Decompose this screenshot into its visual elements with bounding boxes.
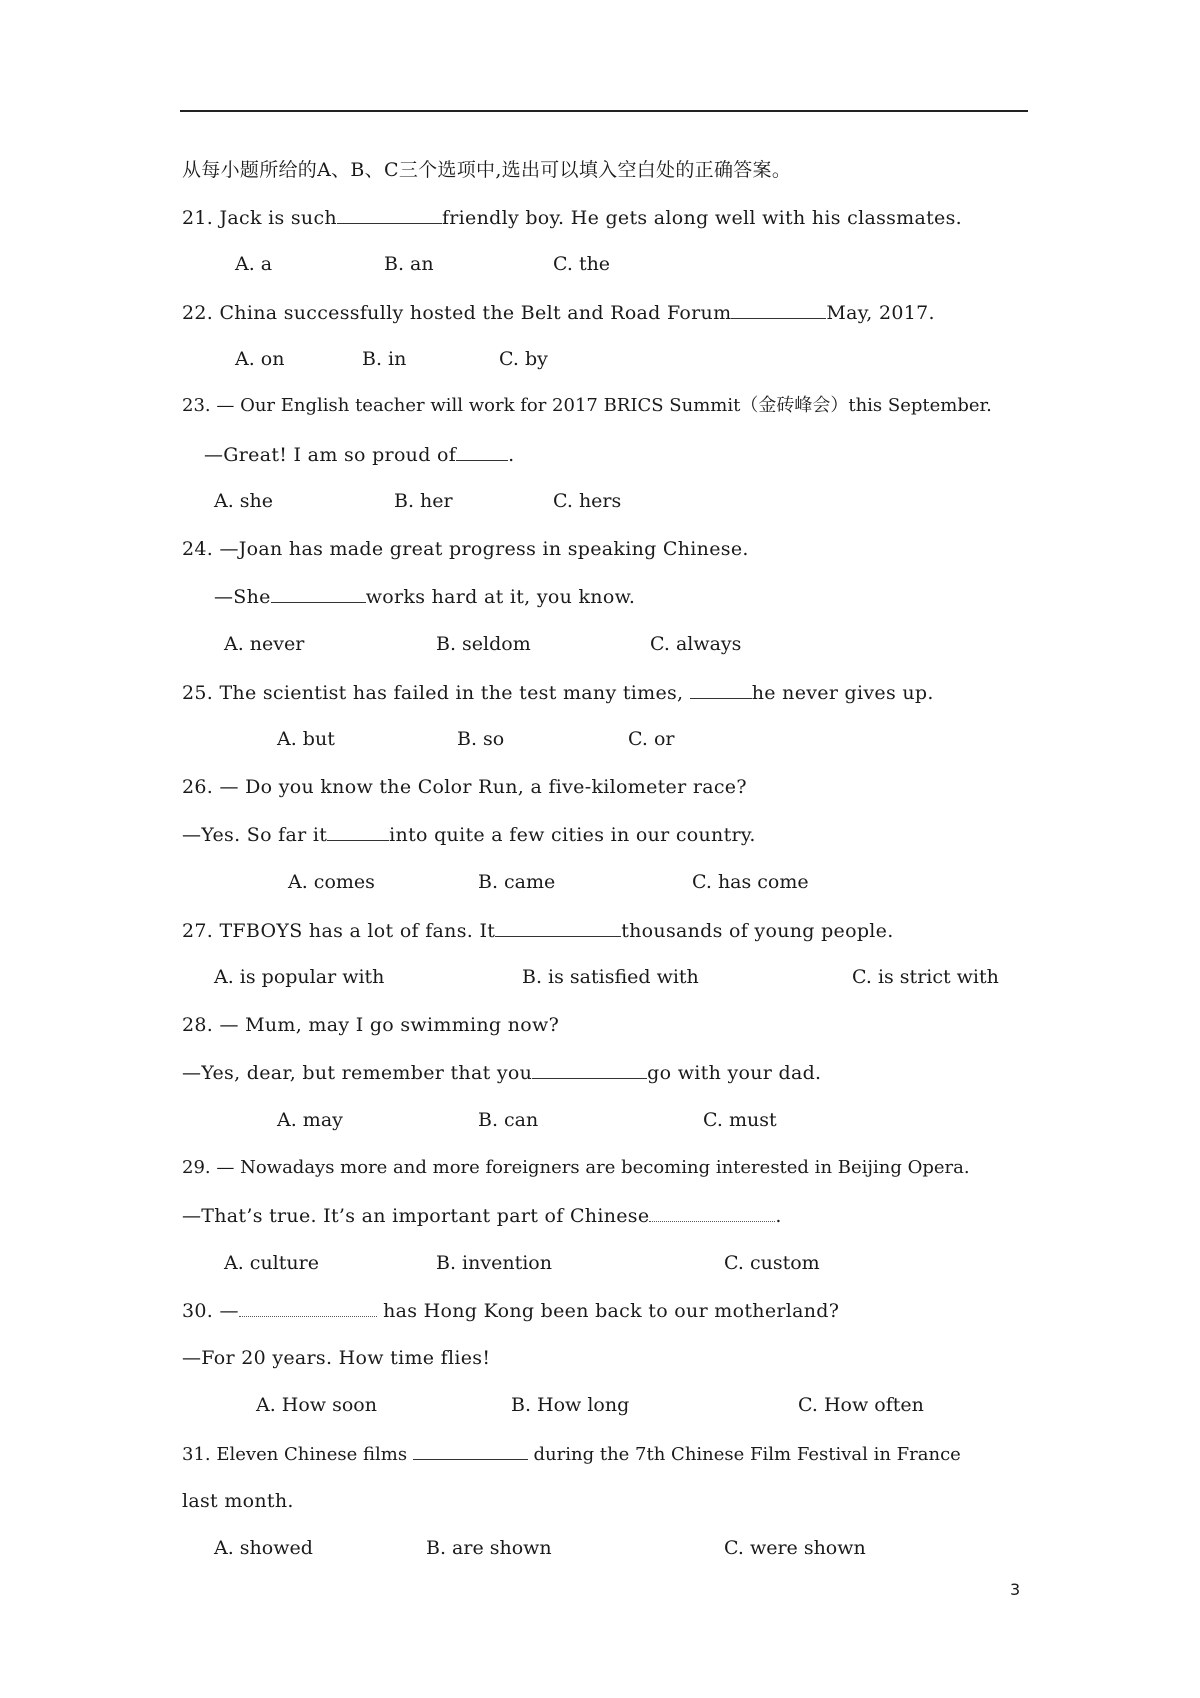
question-25: 25. The scientist has failed in the test many times, he never gives up.	[182, 682, 934, 704]
question-26: 26. — Do you know the Color Run, a five-kilometer race?	[182, 776, 747, 798]
answer-blank	[649, 1203, 775, 1222]
answer-blank	[456, 442, 508, 461]
question-21: 21. Jack is such friendly boy. He gets along well with his classmates.	[182, 207, 962, 229]
answer-blank	[532, 1060, 647, 1079]
question-22: 22. China successfully hosted the Belt and Road Forum May, 2017.	[182, 302, 935, 324]
question-31-continuation: last month.	[182, 1490, 294, 1512]
q28-option-c: C. must	[703, 1109, 777, 1131]
answer-blank	[239, 1298, 377, 1317]
q28-option-b: B. can	[478, 1109, 539, 1131]
q24-option-b: B. seldom	[436, 633, 531, 655]
q28-option-a: A. may	[277, 1109, 343, 1131]
page-number: 3	[1010, 1580, 1021, 1599]
q30-option-b: B. How long	[511, 1394, 630, 1416]
q27-option-b: B. is satisfied with	[522, 966, 699, 988]
q23-option-c: C. hers	[553, 490, 622, 512]
q26-option-a: A. comes	[288, 871, 375, 893]
q31-option-a: A. showed	[214, 1537, 313, 1559]
question-23-reply: —Great! I am so proud of .	[204, 444, 515, 466]
answer-blank	[690, 680, 752, 699]
q30-option-a: A. How soon	[256, 1394, 377, 1416]
question-28: 28. — Mum, may I go swimming now?	[182, 1014, 560, 1036]
q24-option-c: C. always	[650, 633, 742, 655]
question-26-reply: —Yes. So far it into quite a few cities in our country.	[182, 824, 756, 846]
q29-option-c: C. custom	[724, 1252, 820, 1274]
answer-blank	[731, 300, 826, 319]
q27-option-a: A. is popular with	[214, 966, 385, 988]
q22-option-a: A. on	[235, 348, 285, 370]
answer-blank	[337, 205, 442, 224]
q24-option-a: A. never	[224, 633, 305, 655]
q21-option-c: C. the	[553, 253, 611, 275]
q22-option-c: C. by	[499, 348, 548, 370]
question-30-reply: —For 20 years. How time flies!	[182, 1347, 491, 1369]
q22-option-b: B. in	[362, 348, 407, 370]
q31-option-b: B. are shown	[426, 1537, 552, 1559]
question-24-reply: —She works hard at it, you know.	[214, 586, 636, 608]
q25-option-b: B. so	[457, 728, 505, 750]
q23-option-a: A. she	[214, 490, 274, 512]
answer-blank	[413, 1441, 528, 1460]
q31-option-c: C. were shown	[724, 1537, 866, 1559]
question-31: 31. Eleven Chinese films during the 7th Chinese Film Festival in France	[182, 1441, 961, 1467]
q21-option-a: A. a	[235, 253, 273, 275]
question-24: 24. —Joan has made great progress in speaking Chinese.	[182, 538, 749, 560]
q29-option-a: A. culture	[224, 1252, 319, 1274]
q30-option-c: C. How often	[798, 1394, 924, 1416]
q25-option-c: C. or	[628, 728, 675, 750]
question-29-reply: —That’s true. It’s an important part of Chinese .	[182, 1205, 782, 1227]
answer-blank	[495, 918, 621, 937]
question-30: 30. — has Hong Kong been back to our motherland?	[182, 1300, 840, 1322]
q23-option-b: B. her	[394, 490, 453, 512]
q29-option-b: B. invention	[436, 1252, 552, 1274]
q21-option-b: B. an	[384, 253, 434, 275]
q25-option-a: A. but	[277, 728, 335, 750]
q27-option-c: C. is strict with	[852, 966, 999, 988]
header-rule	[180, 110, 1028, 112]
instruction: 从每小题所给的A、B、C三个选项中,选出可以填入空白处的正确答案。	[182, 159, 792, 181]
answer-blank	[271, 584, 366, 603]
question-27: 27. TFBOYS has a lot of fans. It thousands of young people.	[182, 920, 894, 942]
question-28-reply: —Yes, dear, but remember that you go with your dad.	[182, 1062, 822, 1084]
q26-option-b: B. came	[478, 871, 556, 893]
q26-option-c: C. has come	[692, 871, 809, 893]
answer-blank	[327, 822, 389, 841]
question-29: 29. — Nowadays more and more foreigners are becoming interested in Beijing Opera.	[182, 1157, 970, 1178]
question-23: 23. — Our English teacher will work for 2017 BRICS Summit（金砖峰会）this September.	[182, 395, 992, 416]
